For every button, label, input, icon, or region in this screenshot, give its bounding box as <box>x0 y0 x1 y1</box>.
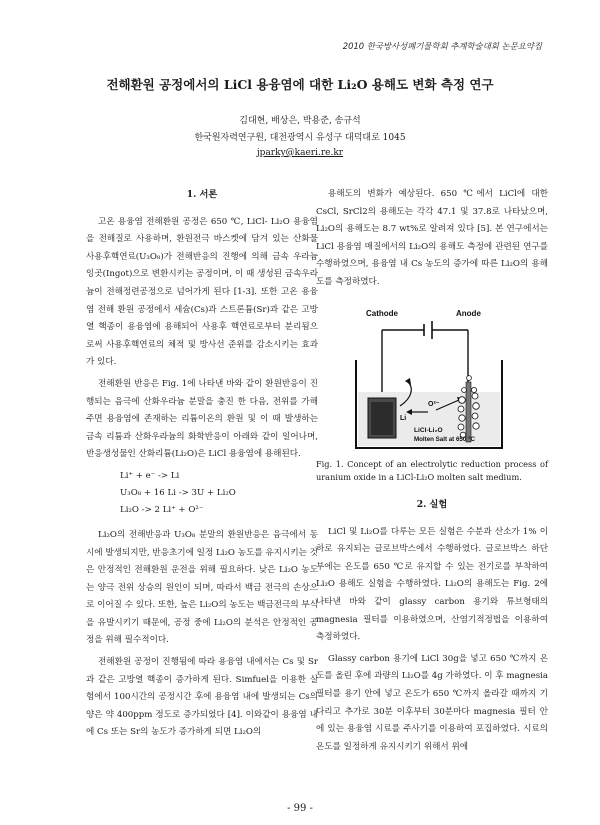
paper-email[interactable] <box>0 148 600 158</box>
intro-paragraph-3: Li₂O의 전해반응과 U₃O₈ 분말의 환원반응은 음극에서 동시에 발생되지만, 반응초기에 일정 Li₂O 농도를 유지시키는 것은 안정적인 전해환원 운전을 위해 필요하다. 낮은 Li₂O 농도는 양극 전위 상승의 원인이 되며, 따라서 백금 전극의 손상으로 이어질 수 있다. 또한, 높은 Li₂O의 농도는 백금전극의 부식을 유발시키기 때문에, 공정 중에 Li₂O의 분석은 안정적인 공정을 위해 필수적이다. <box>86 529 318 646</box>
equation-1: Li⁺ + e⁻ -> Li <box>120 470 180 481</box>
reaction-equations <box>86 468 318 519</box>
equation-3: Li₂O -> 2 Li⁺ + O²⁻ <box>120 504 204 515</box>
experiment-paragraph-2: Glassy carbon 용기에 LiCl 30g을 넣고 650 ℃까지 온도를 올린 후에 과량의 Li₂O를 4g 가하였다. 이 후 magnesia 필터를 용기 안에 넣고 온도가 650 ℃까지 올라갈 때까지 기다리고 추가로 30분 이후부터 30분마다 magnesia 필터 안에 있는 용융염 시료를 주사기를 이용하여 포집하였다. 시료의 온도를 일정하게 유지시키기 위해서 위에 <box>316 653 548 752</box>
salt-label-2: Molten Salt at 650 °C <box>414 435 475 443</box>
page-number: - 99 - <box>287 803 313 814</box>
salt-label-1: LiCl-Li₂O <box>414 426 443 434</box>
section-heading-experiment: 2. 실험 <box>416 498 448 510</box>
intro-paragraph-2: 전해환원 반응은 Fig. 1에 나타낸 바와 같이 환원반응이 진행되는 음극에 산화우라늄 분말을 충진 한 다음, 전위를 가해주면 용융염에 존재하는 리튬이온의 환원 및 이 때 발생하는 금속 리튬과 산화우라늄의 화학반응이 아래와 같이 일어나며, 반응생성물인 산화리튬(Li₂O)은 LiCl 용융염에 용해된다. <box>86 378 318 460</box>
cathode-label: Cathode <box>366 308 398 318</box>
oxide-ion-label: O²⁻ <box>428 400 440 408</box>
intro-paragraph-1: 고온 용융염 전해환원 공정은 650 ℃, LiCl- Li₂O 용융염을 전해질로 사용하며, 환원전극 바스켓에 담겨 있는 산화물 사용후핵연료(U₃O₈)가 전해반응의 진행에 의해 금속 우라늄 잉곳(Ingot)으로 변환시키는 공정이며, 이 때 생성된 금속우라늄이 전해정련공정으로 넘어가게 된다 [1-3]. 또한 고온 용융염 전해 환원 공정에서 세슘(Cs)과 스트론튬(Sr)과 같은 고방열 핵종이 용융염에 용해되어 사용후 핵연료로부터 분리됨으로써 사용후핵연료의 체적 및 방사선 준위를 감소시키는 효과가 있다. <box>86 216 318 368</box>
electrolysis-diagram <box>316 302 548 452</box>
figure-1-caption: Fig. 1. Concept of an electrolytic reduction process of uranium oxide in a LiCl-Li₂O molten salt medium. <box>316 458 548 482</box>
paper-title: 전해환원 공정에서의 LiCl 용융염에 대한 Li₂O 용해도 변화 측정 연구 <box>106 77 494 92</box>
email-link[interactable]: jparky@kaeri.re.kr <box>256 148 344 158</box>
intro-paragraph-5: 용해도의 변화가 예상된다. 650 ℃에서 LiCl에 대한 CsCl, SrCl2의 용해도는 각각 47.1 및 37.8로 나타났으며, Li₂O의 용해도는 8.7 wt%로 알려져 있다 [5]. 본 연구에서는 LiCl 용융염 매질에서의 Li₂O의 용해도 측정에 관련된 연구를 수행하였으며, 용융염 내 Cs 농도의 증가에 따른 Li₂O의 용해도를 측정하였다. <box>316 189 548 287</box>
conference-header: 2010 한국방사성폐기물학회 추계학술대회 논문요약집 <box>342 41 542 51</box>
anode-label: Anode <box>456 308 481 318</box>
left-column <box>86 186 318 746</box>
paper-authors: 김대현, 배상은, 박용준, 송규석 <box>239 116 361 126</box>
section-heading-introduction: 1. 서론 <box>186 189 218 200</box>
li-label: Li <box>400 414 407 422</box>
intro-paragraph-4: 전해환원 공정이 진행됨에 따라 용융염 내에서는 Cs 및 Sr과 같은 고방열 핵종이 증가하게 된다. Simfuel을 이용한 실험에서 100시간의 공정시간 후에 용융염 내에 발생되는 Cs의 양은 약 400ppm 정도로 증가되었다 [4]. 이와같이 용융염 내에 Cs 또는 Sr의 농도가 증가하게 되면 Li₂O의 <box>86 657 318 738</box>
equation-2: U₃O₈ + 16 Li -> 3U + Li₂O <box>120 487 236 498</box>
experiment-paragraph-1: LiCl 및 Li₂O를 다루는 모든 실험은 수분과 산소가 1% 이하로 유지되는 글로브박스에서 수행하였다. 글로브박스 하단부에는 온도를 650 ℃로 유지할 수 있는 전기로를 부착하여 Li₂O 용해도 실험을 수행하였다. Li₂O의 용해도는 Fig. 2에 나타낸 바와 같이 glassy carbon 용기와 튜브형태의 magnesia 필터를 이용하였으며, 산염기적정법을 이용하여 측정하였다. <box>316 526 548 643</box>
right-column <box>316 186 548 760</box>
figure-1-diagram <box>316 302 548 452</box>
paper-affiliation: 한국원자력연구원, 대전광역시 유성구 대덕대로 1045 <box>194 133 406 143</box>
